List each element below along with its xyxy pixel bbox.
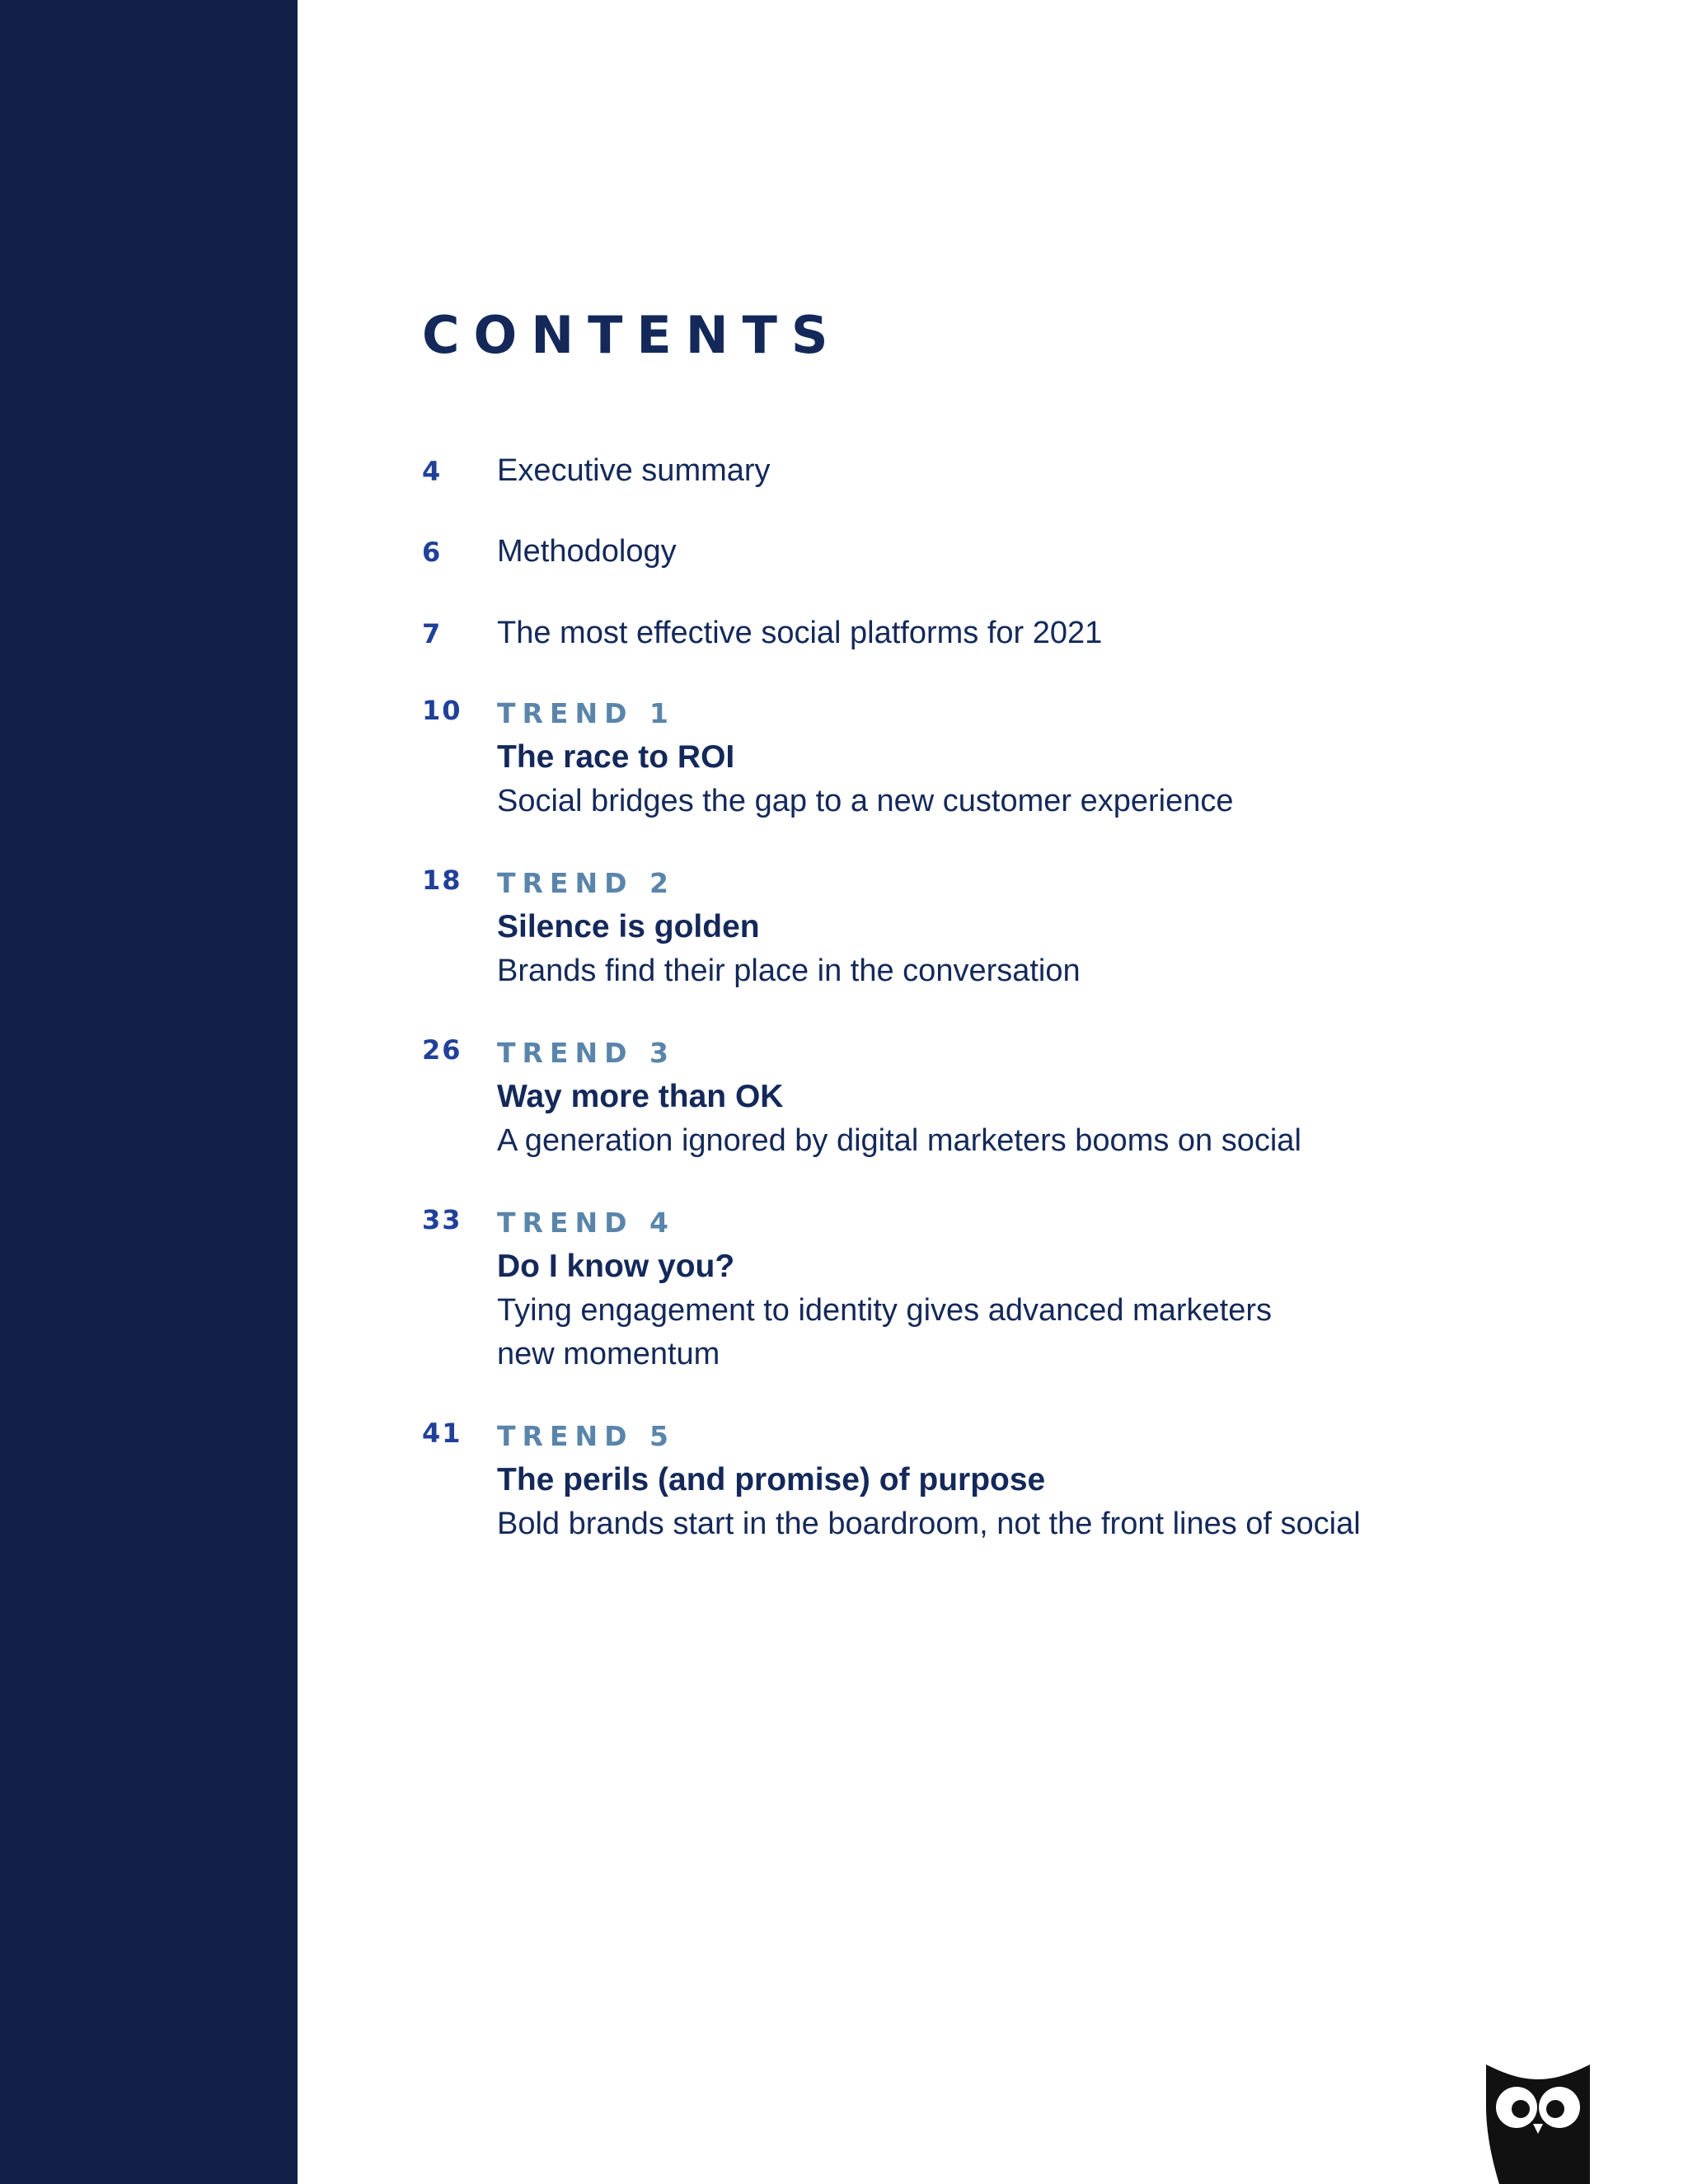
toc-page-number: 6 bbox=[422, 537, 443, 568]
trend-label: TREND 3 bbox=[497, 1037, 675, 1069]
trend-subtitle: Bold brands start in the boardroom, not the front lines of social bbox=[497, 1507, 1361, 1541]
trend-title: The perils (and promise) of purpose bbox=[497, 1462, 1046, 1497]
toc-entry-body bbox=[497, 1202, 1387, 1376]
toc-page-number: 7 bbox=[422, 618, 443, 649]
sidebar-band bbox=[0, 0, 298, 2184]
trend-label: TREND 1 bbox=[497, 697, 675, 729]
toc-entry-title: Executive summary bbox=[497, 453, 771, 488]
page-title: CONTENTS bbox=[422, 305, 842, 365]
toc-entry-title: Methodology bbox=[497, 534, 677, 569]
toc-entry-body bbox=[497, 1032, 1387, 1163]
trend-label: TREND 2 bbox=[497, 867, 675, 899]
trend-label: TREND 5 bbox=[497, 1420, 675, 1452]
toc-entry-body bbox=[497, 862, 1387, 993]
toc-entry-body bbox=[497, 692, 1387, 823]
owl-icon bbox=[1486, 2064, 1590, 2184]
table-of-contents bbox=[422, 0, 1395, 2184]
toc-page-number: 18 bbox=[422, 865, 462, 896]
toc-entry-body bbox=[497, 1415, 1387, 1546]
trend-label: TREND 4 bbox=[497, 1207, 675, 1239]
toc-page-number: 10 bbox=[422, 695, 462, 726]
toc-entry-title: The most effective social platforms for 2021 bbox=[497, 616, 1103, 650]
toc-page-number: 26 bbox=[422, 1034, 462, 1066]
trend-title: Way more than OK bbox=[497, 1079, 784, 1114]
trend-title: The race to ROI bbox=[497, 739, 735, 775]
toc-entry-body bbox=[497, 448, 1387, 493]
toc-entry-body bbox=[497, 529, 1387, 574]
trend-subtitle: Brands find their place in the conversation bbox=[497, 954, 1081, 988]
toc-page-number: 33 bbox=[422, 1204, 462, 1235]
trend-subtitle: Tying engagement to identity gives advanced marketers new momentum bbox=[497, 1293, 1272, 1371]
trend-subtitle: Social bridges the gap to a new customer experience bbox=[497, 784, 1234, 818]
toc-entry-body bbox=[497, 611, 1387, 655]
trend-title: Do I know you? bbox=[497, 1249, 735, 1284]
toc-page-number: 41 bbox=[422, 1418, 462, 1449]
trend-title: Silence is golden bbox=[497, 909, 760, 944]
trend-subtitle: A generation ignored by digital marketers booms on social bbox=[497, 1123, 1301, 1158]
toc-page-number: 4 bbox=[422, 456, 443, 487]
